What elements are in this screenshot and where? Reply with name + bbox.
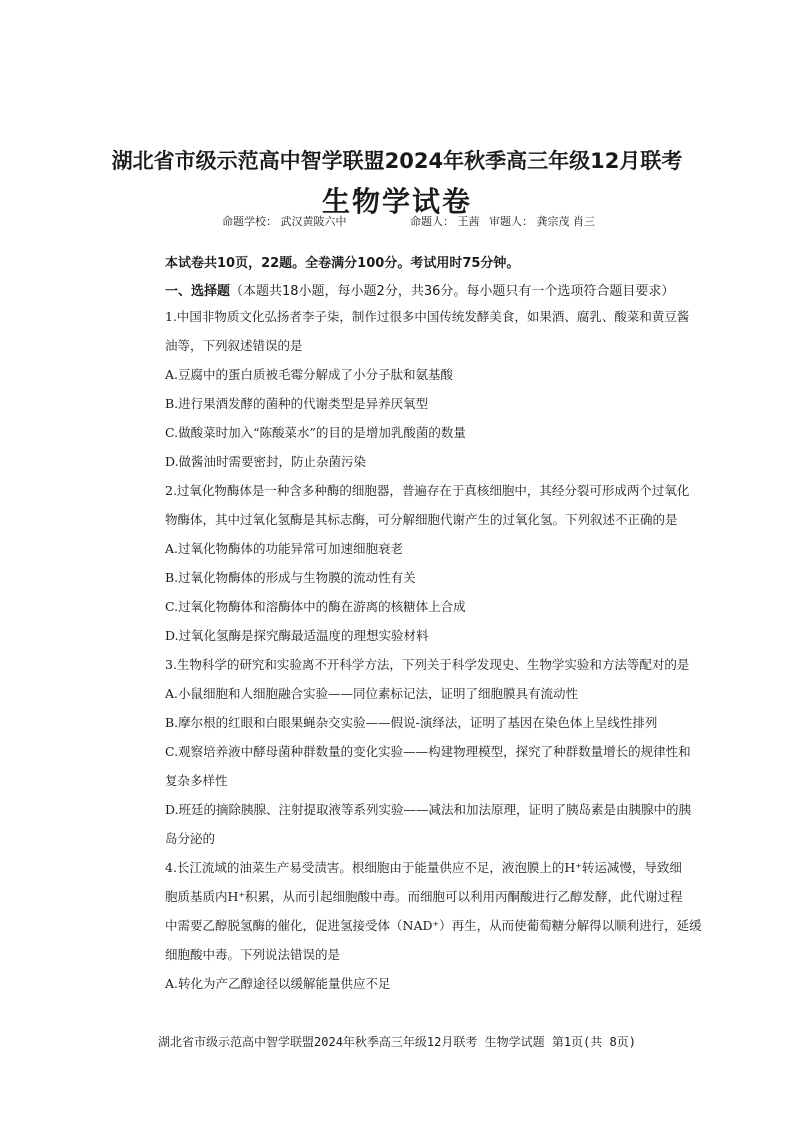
question-option: B.过氧化物酶体的形成与生物膜的流动性有关 (165, 570, 416, 585)
question-stem-line: 3.生物科学的研究和实验离不开科学方法，下列关于科学发现史、生物学实验和方法等配对的是 (165, 657, 690, 672)
question-option: C.做酸菜时加入“陈酸菜水”的目的是增加乳酸菌的数量 (165, 425, 466, 440)
question-option: D.过氧化氢酶是探究酶最适温度的理想实验材料 (165, 628, 429, 643)
page-footer: 湖北省市级示范高中智学联盟2024年秋季高三年级12月联考 生物学试题 第1页(共 8页) (158, 1035, 636, 1049)
question-stem-line: 物酶体，其中过氧化氢酶是其标志酶，可分解细胞代谢产生的过氧化氢。下列叙述不正确的是 (165, 512, 678, 527)
question-stem-line: 中需要乙醇脱氢酶的催化，促进氢接受体（NAD⁺）再生，从而使葡萄糖分解得以顺利进行，延缓 (165, 918, 702, 933)
author-info: 命题人： 王茜 (410, 215, 480, 228)
question-stem-line: 4.长江流域的油菜生产易受渍害。根细胞由于能量供应不足，液泡膜上的H⁺转运减慢，导致细 (165, 860, 682, 875)
exam-meta (222, 213, 601, 229)
question-option: A.转化为产乙醇途径以缓解能量供应不足 (165, 976, 391, 991)
question-stem-line: 油等，下列叙述错误的是 (165, 338, 303, 353)
question-option: 复杂多样性 (165, 773, 228, 788)
question-option: C.观察培养液中酵母菌种群数量的变化实验——构建物理模型，探究了种群数量增长的规律性和 (165, 744, 691, 759)
question-stem-line: 2.过氧化物酶体是一种含多种酶的细胞器，普遍存在于真核细胞中，其经分裂可形成两个过氧化 (165, 483, 690, 498)
question-list (165, 302, 705, 998)
school-info: 命题学校： 武汉黄陂六中 (222, 215, 347, 228)
question-option: A.豆腐中的蛋白质被毛霉分解成了小分子肽和氨基酸 (165, 367, 454, 382)
question-option: A.过氧化物酶体的功能异常可加速细胞衰老 (165, 541, 404, 556)
question-option: A.小鼠细胞和人细胞融合实验——同位素标记法，证明了细胞膜具有流动性 (165, 686, 579, 701)
question-option: B.摩尔根的红眼和白眼果蝇杂交实验——假说-演绎法，证明了基因在染色体上呈线性排列 (165, 715, 658, 730)
section-heading (165, 280, 674, 299)
question-option: D.做酱油时需要密封，防止杂菌污染 (165, 454, 367, 469)
question-option: 岛分泌的 (165, 831, 216, 846)
question-option: B.进行果酒发酵的菌种的代谢类型是异养厌氧型 (165, 396, 429, 411)
question-option: C.过氧化物酶体和溶酶体中的酶在游离的核糖体上合成 (165, 599, 466, 614)
section-label: 一、选择题 (165, 284, 231, 299)
question-stem-line: 细胞酸中毒。下列说法错误的是 (165, 947, 341, 962)
reviewer-info: 审题人： 龚宗茂 肖三 (489, 215, 595, 228)
question-stem-line: 1.中国非物质文化弘扬者李子柒，制作过很多中国传统发酵美食，如果酒、腐乳、酸菜和黄豆酱 (165, 309, 690, 324)
question-option: D.班廷的摘除胰腺、注射提取液等系列实验——减法和加法原理，证明了胰岛素是由胰腺中的胰 (165, 802, 692, 817)
question-stem-line: 胞质基质内H⁺积累，从而引起细胞酸中毒。而细胞可以利用丙酮酸进行乙醇发酵，此代谢过程 (165, 889, 683, 904)
exam-intro: 本试卷共10页，22题。全卷满分100分。考试用时75分钟。 (165, 256, 520, 271)
exam-title: 湖北省市级示范高中智学联盟2024年秋季高三年级12月联考 (111, 149, 683, 173)
section-desc: （本题共18小题，每小题2分，共36分。每小题只有一个选项符合题目要求） (230, 284, 675, 299)
exam-subject-title: 生物学试卷 (321, 185, 472, 218)
